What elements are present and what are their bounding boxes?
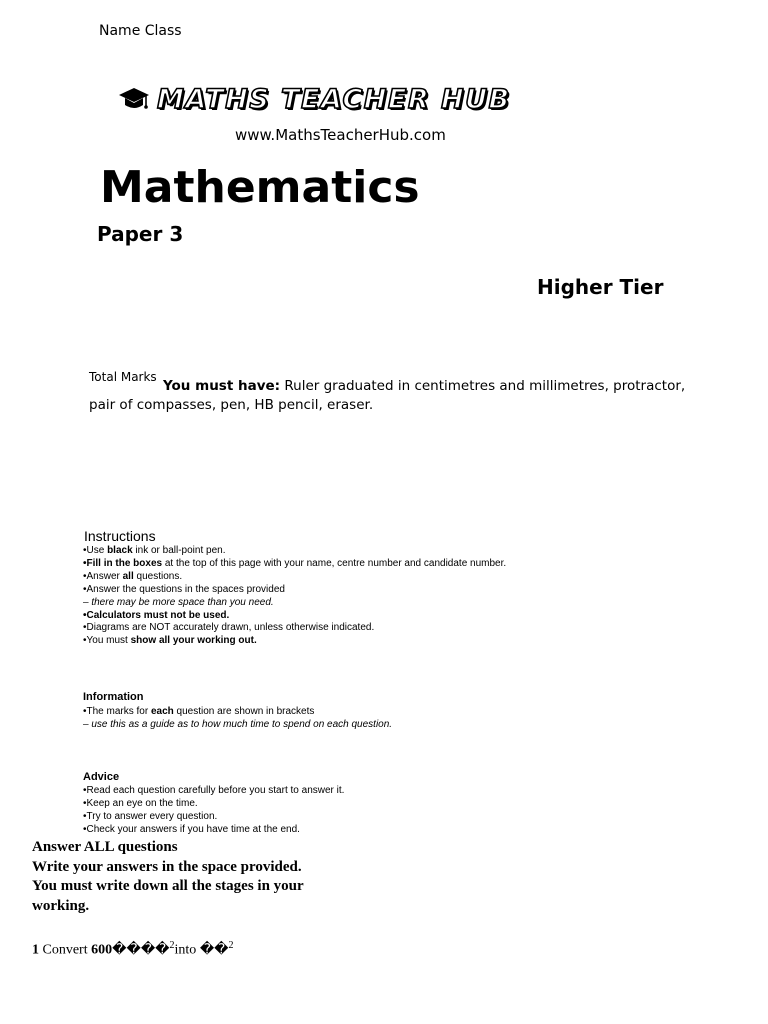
list-item: •Calculators must not be used.	[83, 609, 230, 621]
graduation-cap-icon	[117, 84, 151, 114]
list-item: •You must show all your working out.	[83, 635, 257, 647]
website-url: www.MathsTeacherHub.com	[235, 126, 446, 144]
information-heading: Information	[83, 691, 144, 703]
list-item: •Answer all questions.	[83, 570, 183, 582]
equipment-line-1	[163, 378, 685, 394]
answer-line: You must write down all the stages in your	[32, 878, 304, 894]
logo-text: MATHS TEACHER HUB	[157, 83, 511, 115]
question-value: 600	[91, 942, 113, 958]
tier-label: Higher Tier	[537, 275, 664, 299]
list-item: •Keep an eye on the time.	[83, 797, 198, 809]
logo	[117, 82, 511, 116]
equipment-text-1: Ruler graduated in centimetres and millimetres, protractor,	[280, 378, 686, 394]
total-marks-label: Total Marks	[89, 370, 157, 384]
you-must-have-label: You must have:	[163, 378, 281, 394]
equipment-line-2: pair of compasses, pen, HB pencil, eraser.	[89, 397, 374, 413]
name-class-label: Name Class	[99, 23, 182, 39]
answer-line: Answer ALL questions	[32, 839, 178, 855]
list-item: •Try to answer every question.	[83, 810, 218, 822]
answer-line: Write your answers in the space provided.	[32, 858, 302, 875]
list-item: •Read each question carefully before you start to answer it.	[83, 785, 345, 796]
advice-heading: Advice	[83, 771, 120, 783]
list-item: •Answer the questions in the spaces provided	[83, 583, 285, 595]
answer-instructions	[32, 838, 304, 916]
list-item: •Check your answers if you have time at the end.	[83, 823, 300, 835]
list-item: •Fill in the boxes at the top of this page with your name, centre number and candidate number.	[83, 557, 507, 569]
question-number: 1	[32, 942, 39, 958]
paper-number: Paper 3	[97, 222, 184, 246]
list-item: •The marks for each question are shown in brackets	[83, 706, 315, 717]
list-item: – use this as a guide as to how much time to spend on each question.	[83, 718, 393, 730]
question-1: 1 Convert 600����$^2$into ��$^2$	[32, 940, 234, 958]
advice-list	[83, 785, 344, 837]
list-item: •Diagrams are NOT accurately drawn, unless otherwise indicated.	[83, 622, 375, 634]
information-list	[83, 706, 392, 732]
answer-line: working.	[32, 897, 90, 914]
instructions-list	[83, 545, 506, 648]
list-item: •Use black ink or ball-point pen.	[83, 545, 226, 556]
page-title: Mathematics	[100, 162, 420, 213]
list-item: – there may be more space than you need.	[83, 596, 274, 608]
instructions-heading: Instructions	[84, 528, 156, 544]
